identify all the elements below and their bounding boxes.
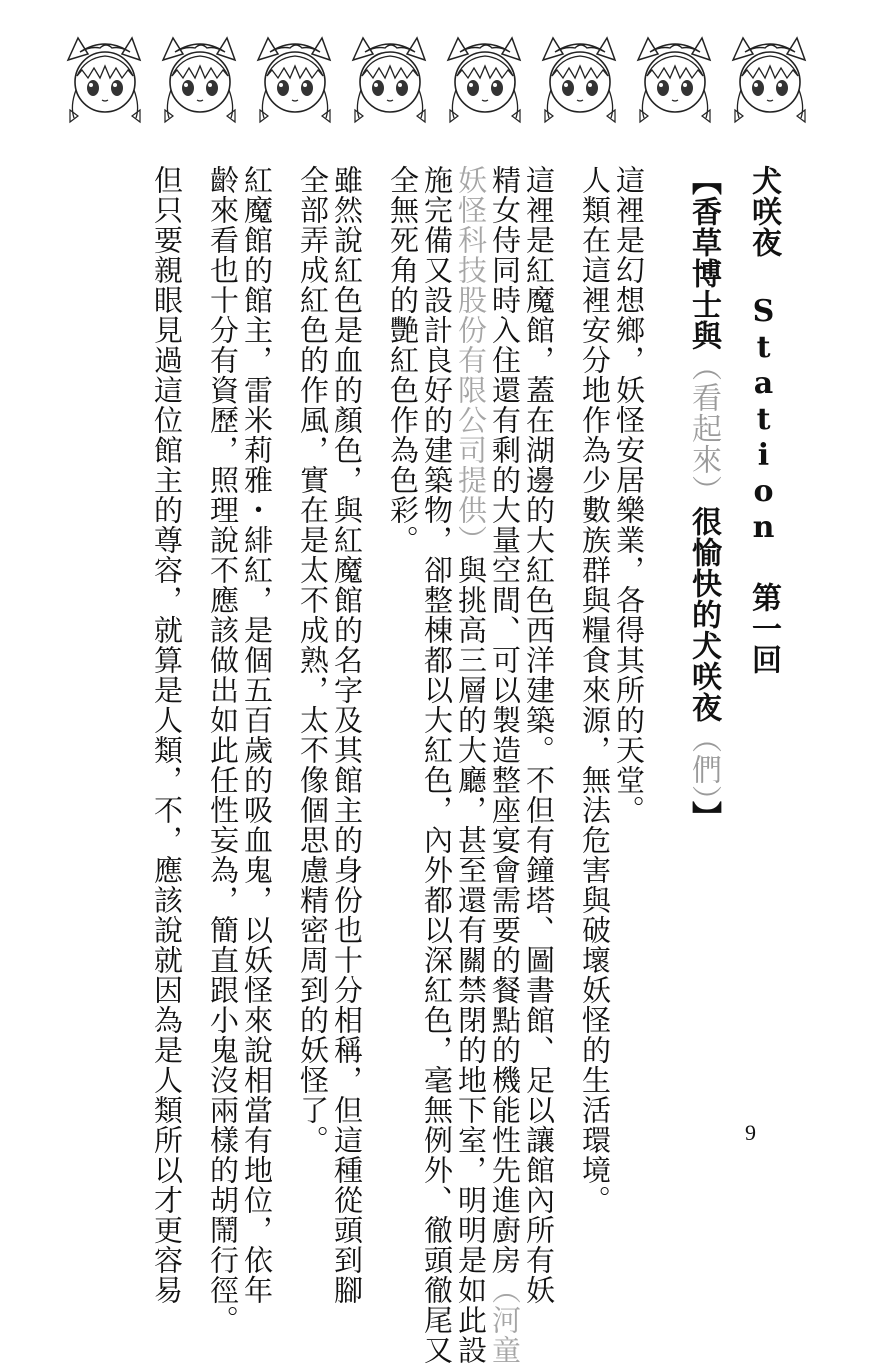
body-line: 全無死角的艷紅色作為色彩。 — [386, 165, 420, 555]
chapter-title: 犬咲夜 Station 第一回 — [746, 165, 781, 675]
body-line: 雖然說紅色是血的顏色，與紅魔館的名字及其館主的身份也十分相稱，但這種從頭到腳 — [330, 165, 364, 1305]
subtitle-aside-2: （們） — [686, 723, 721, 801]
subtitle-mid: 很愉快的犬咲夜 — [686, 506, 721, 723]
subtitle-close: 】 — [686, 801, 721, 832]
body-line: 紅魔館的館主，雷米莉雅・緋紅，是個五百歲的吸血鬼，以妖怪來說相當有地位，依年 — [240, 165, 274, 1305]
body-line: 人類在這裡安分地作為少數族群與糧食來源，無法危害與破壞妖怪的生活環境。 — [578, 165, 612, 1215]
page-number: 9 — [745, 1120, 756, 1145]
aside-text: 妖怪科技股份有限公司提供） — [454, 165, 488, 555]
chibi-heads-strip — [60, 28, 820, 124]
body-text: 與挑高三層的大廳，甚至還有關禁閉的地下室，明明是如此設 — [454, 555, 488, 1365]
body-line: 全部弄成紅色的作風，實在是太不成熟，太不像個思慮精密周到的妖怪了。 — [296, 165, 330, 1155]
body-line: 施完備又設計良好的建築物，卻整棟都以大紅色，內外都以深紅色，毫無例外、徹頭徹尾又 — [420, 165, 454, 1365]
body-line: 這裡是幻想鄉，妖怪安居樂業，各得其所的天堂。 — [612, 165, 646, 825]
subtitle-aside-1: （看起來） — [686, 351, 721, 506]
chapter-subtitle — [686, 165, 720, 1145]
body-line: 但只要親眼見過這位館主的尊容，就算是人類，不，應該說就因為是人類所以才更容易 — [150, 165, 184, 1305]
body-line — [488, 165, 522, 1365]
header-decoration — [60, 28, 820, 124]
subtitle-open: 【香草博士與 — [686, 165, 721, 351]
body-line: 齡來看也十分有資歷，照理說不應該做出如此任性妄為，簡直跟小鬼沒兩樣的胡鬧行徑。 — [206, 165, 240, 1335]
body-line — [454, 165, 488, 1365]
aside-text: （河童 — [488, 1275, 522, 1365]
body-text: 精女侍同時入住還有剩的大量空間、可以製造整座宴會需要的餐點的機能性先進廚房 — [488, 165, 522, 1275]
body-line: 這裡是紅魔館，蓋在湖邊的大紅色西洋建築。不但有鐘塔、圖書館、足以讓館內所有妖 — [522, 165, 556, 1305]
vertical-text-page — [120, 165, 781, 1365]
